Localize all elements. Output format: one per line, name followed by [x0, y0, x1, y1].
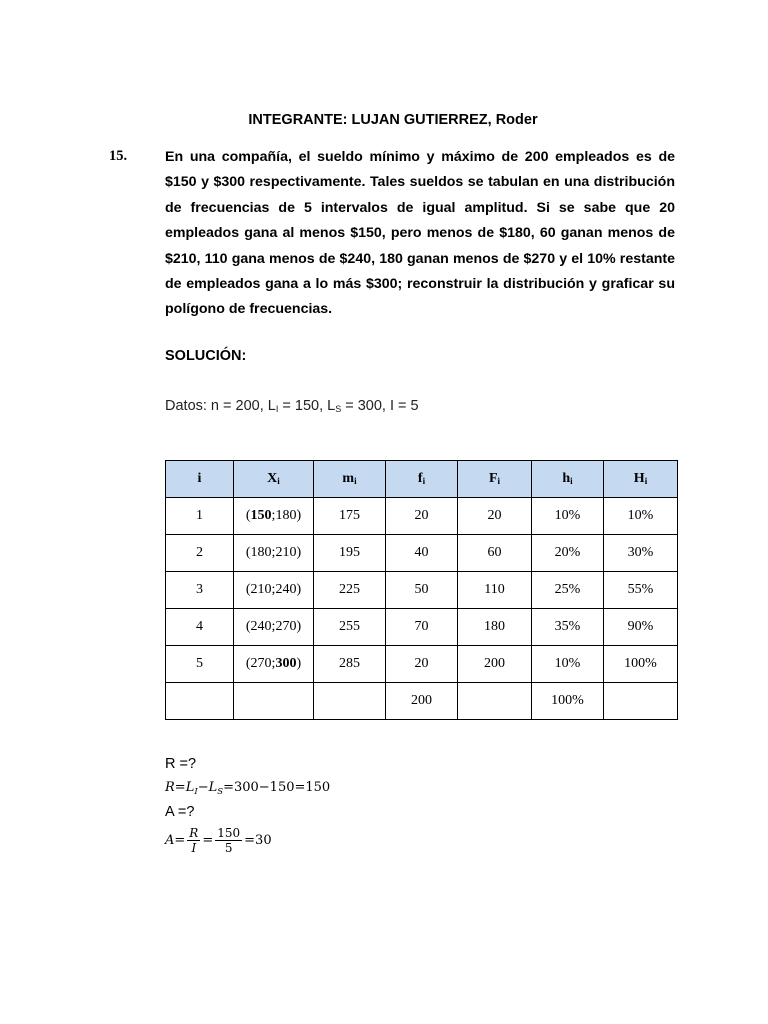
cell-i: 2: [166, 535, 234, 572]
cell-h: 20%: [532, 535, 604, 572]
cell-interval: [234, 535, 314, 572]
header-hi: [532, 461, 604, 498]
interval-close: ): [296, 545, 302, 560]
interval-hi: 180: [275, 508, 297, 523]
header-fi-base: f: [417, 471, 423, 486]
range-L2: L: [208, 780, 218, 795]
interval-hi: 210: [275, 545, 297, 560]
cell-F: 20: [458, 498, 532, 535]
interval-open: (: [245, 656, 251, 671]
solution-heading: SOLUCIÓN:: [165, 348, 247, 364]
amplitude-formula: [165, 824, 330, 858]
interval-close: ): [296, 656, 302, 671]
cell-h: 25%: [532, 572, 604, 609]
given-data-mid: = 150, L: [278, 398, 336, 414]
amplitude-question: A =?: [165, 804, 195, 820]
interval-close: ): [296, 508, 302, 523]
interval-separator: ;: [271, 582, 276, 597]
header-i-base: i: [197, 471, 202, 486]
interval-open: (: [245, 508, 251, 523]
cell-interval: [234, 572, 314, 609]
cell-f: 20: [386, 498, 458, 535]
given-data-sub-s: S: [335, 404, 342, 414]
page-header: INTEGRANTE: LUJAN GUTIERREZ, Roder: [248, 112, 538, 128]
header-fi: [386, 461, 458, 498]
header-Fi-sub: i: [497, 476, 501, 486]
total-cell-f: 200: [386, 683, 458, 720]
header-i: [166, 461, 234, 498]
range-minus: −: [197, 780, 209, 795]
header-hi-sub: i: [570, 476, 573, 486]
cell-f: 50: [386, 572, 458, 609]
range-result: =300−150=150: [223, 780, 331, 795]
frequency-table: [165, 460, 678, 720]
range-formula: [165, 776, 330, 800]
cell-F: 60: [458, 535, 532, 572]
header-mi: [314, 461, 386, 498]
cell-interval: [234, 609, 314, 646]
given-data-sub-i: I: [275, 404, 279, 414]
cell-i: 1: [166, 498, 234, 535]
interval-hi: 240: [275, 582, 297, 597]
problem-statement: En una compañía, el sueldo mínimo y máximo de 200 empleados es de $150 y $300 respectivamente. Tales sueldos se tabulan en una distribución de frecuencias de 5 intervalos de igual amplitud. Si se sabe que 20 empleados gana al menos $150, pero menos de $180, 60 ganan menos de $210, 110 gana menos de $240, 180 ganan menos de $270 y el 10% restante de empleados gana a lo más $300; reconstruir la distribución y graficar su polígono de frecuencias.: [165, 149, 675, 318]
range-lhs: R: [165, 780, 175, 795]
interval-open: (: [245, 582, 251, 597]
amplitude-result: =30: [244, 833, 272, 848]
cell-i: 4: [166, 609, 234, 646]
given-data-prefix: Datos: n = 200, L: [165, 398, 276, 414]
interval-lo: 270: [250, 656, 272, 671]
amplitude-eq: =: [174, 833, 186, 848]
range-L1: L: [185, 780, 195, 795]
interval-lo: 150: [250, 508, 272, 523]
cell-H: 55%: [604, 572, 678, 609]
cell-F: 110: [458, 572, 532, 609]
cell-H: 100%: [604, 646, 678, 683]
interval-lo: 180: [250, 545, 272, 560]
total-cell-F: [458, 683, 532, 720]
range-question: R =?: [165, 756, 197, 772]
cell-m: 285: [314, 646, 386, 683]
fraction-r-over-i: [187, 826, 200, 855]
table-body: [166, 498, 678, 720]
header-mi-sub: i: [354, 476, 357, 486]
cell-f: 20: [386, 646, 458, 683]
interval-lo: 210: [250, 582, 272, 597]
cell-F: 180: [458, 609, 532, 646]
fraction-150-num: 150: [217, 826, 241, 840]
table-row: [166, 646, 678, 683]
interval-hi: 300: [275, 656, 297, 671]
cell-h: 10%: [532, 498, 604, 535]
header-xi: [234, 461, 314, 498]
header-Hi-sub: i: [644, 476, 648, 486]
interval-close: ): [296, 619, 302, 634]
interval-hi: 270: [275, 619, 297, 634]
range-L1-sub: I: [194, 787, 198, 797]
total-cell-H: [604, 683, 678, 720]
cell-m: 175: [314, 498, 386, 535]
table-row: [166, 535, 678, 572]
total-cell-m: [314, 683, 386, 720]
cell-interval: [234, 498, 314, 535]
range-eq: =: [174, 780, 186, 795]
amplitude-eq2: =: [202, 833, 214, 848]
cell-H: 90%: [604, 609, 678, 646]
header-xi-base: X: [267, 471, 278, 486]
total-cell-h: 100%: [532, 683, 604, 720]
given-data: [165, 398, 419, 414]
interval-close: ): [296, 582, 302, 597]
cell-h: 35%: [532, 609, 604, 646]
interval-separator: ;: [271, 545, 276, 560]
table-row: [166, 609, 678, 646]
fraction-r-den: I: [191, 841, 197, 855]
interval-open: (: [245, 619, 251, 634]
cell-i: 3: [166, 572, 234, 609]
amplitude-lhs: A: [165, 833, 175, 848]
header-Fi: [458, 461, 532, 498]
header-xi-sub: i: [277, 476, 280, 486]
fraction-150-over-5: [215, 826, 242, 855]
fraction-150-den: 5: [224, 841, 233, 855]
formula-block: [165, 752, 330, 858]
table-totals-row: [166, 683, 678, 720]
interval-separator: ;: [271, 656, 276, 671]
cell-f: 40: [386, 535, 458, 572]
header-fi-sub: i: [422, 476, 426, 486]
cell-H: 10%: [604, 498, 678, 535]
cell-interval: [234, 646, 314, 683]
header-hi-base: h: [562, 471, 571, 486]
table-row: [166, 498, 678, 535]
interval-separator: ;: [271, 619, 276, 634]
total-cell-i: [166, 683, 234, 720]
table-header-row: [166, 461, 678, 498]
cell-H: 30%: [604, 535, 678, 572]
interval-separator: ;: [271, 508, 276, 523]
cell-m: 195: [314, 535, 386, 572]
header-Hi-base: H: [633, 471, 645, 486]
cell-m: 225: [314, 572, 386, 609]
total-cell-x: [234, 683, 314, 720]
interval-open: (: [245, 545, 251, 560]
cell-m: 255: [314, 609, 386, 646]
cell-f: 70: [386, 609, 458, 646]
cell-h: 10%: [532, 646, 604, 683]
header-Hi: [604, 461, 678, 498]
cell-i: 5: [166, 646, 234, 683]
problem-number: 15.: [109, 148, 128, 164]
range-L2-sub: S: [217, 787, 224, 797]
interval-lo: 240: [250, 619, 272, 634]
header-Fi-base: F: [488, 471, 498, 486]
given-data-suffix: = 300, I = 5: [341, 398, 419, 414]
header-mi-base: m: [342, 471, 355, 486]
cell-F: 200: [458, 646, 532, 683]
table-row: [166, 572, 678, 609]
fraction-r-num: R: [189, 826, 199, 840]
